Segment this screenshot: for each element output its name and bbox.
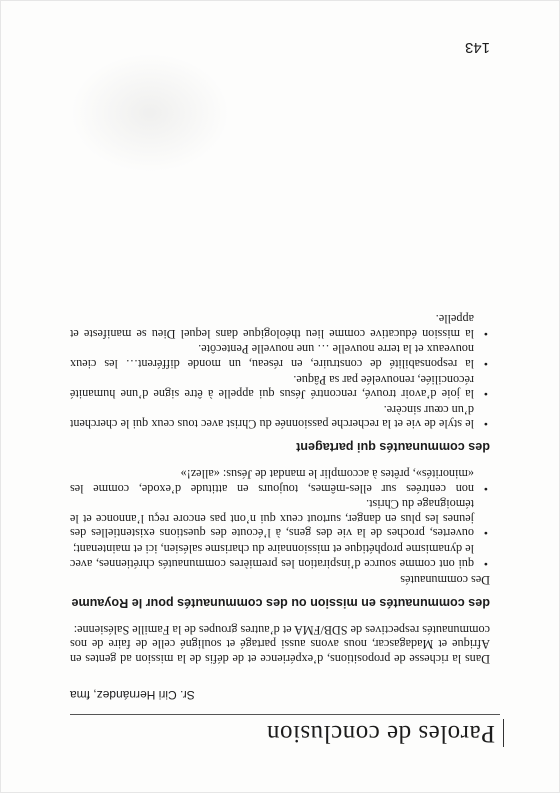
page-number: 143 (464, 39, 490, 56)
bullet-icon: • (483, 417, 488, 432)
bullet-icon: • (483, 326, 488, 341)
list-item-text: qui ont comme source d’inspiration les premières communautés chrétiennes, avec le dynamisme prophétique et missionnaire du charisme salésien, ici et maintenant; (70, 542, 474, 571)
bullet-icon: • (483, 481, 488, 496)
page-title: Paroles de conclusion (266, 720, 495, 747)
bullet-icon: • (483, 387, 488, 402)
section-heading-mission: des communautés en mission ou des communautés pour le Royaume (71, 596, 490, 611)
section-intro: Des communautés (400, 573, 490, 588)
bullet-icon: • (483, 357, 488, 372)
list-item-text: la mission éducative comme lieu théologique dans lequel Dieu se manifeste et appelle. (70, 312, 474, 341)
bullet-icon: • (483, 526, 488, 541)
author-line: Sr. Ciri Hernández, fma (70, 688, 195, 702)
list-item-text: le style de vie et la recherche passionnée du Christ avec tous ceux qui le cherchent d’un cœur sincère. (70, 402, 474, 432)
section-heading-sharing: des communautés qui partagent (296, 440, 490, 455)
list-item-text: ouvertes, proches de la vie des gens, à l’écoute des questions existentielles des jeunes les plus en danger, surtout ceux qui n’ont pas encore reçu l’annonce et le témoignage du Christ. (70, 497, 474, 541)
intro-paragraph: Dans la richesse de propositions, d’expérience et de défis de la mission ad gentes en Afrique et Madagascar, nous avons aussi partagé et souligné celle de faire de nos communautés respectives de SDB/FMA et d’autres groupes de la Famille Salésienne: (70, 622, 490, 666)
bullet-icon: • (483, 556, 488, 571)
list-item-text: non centrées sur elles-mêmes, toujours en attitude d’exode, comme les «minorités», prêtes à accomplir le mandat de Jésus: «allez!» (70, 467, 474, 496)
list-item-text: la joie d’avoir trouvé, rencontré Jésus qui appelle à être signe d’une humanité réconciliée, renouvelée par sa Pâque. (70, 372, 474, 402)
list-item-text: la responsabilité de construire, en réseau, un monde différent… les cieux nouveaux et la terre nouvelle … une nouvelle Pentecôte. (70, 342, 474, 372)
